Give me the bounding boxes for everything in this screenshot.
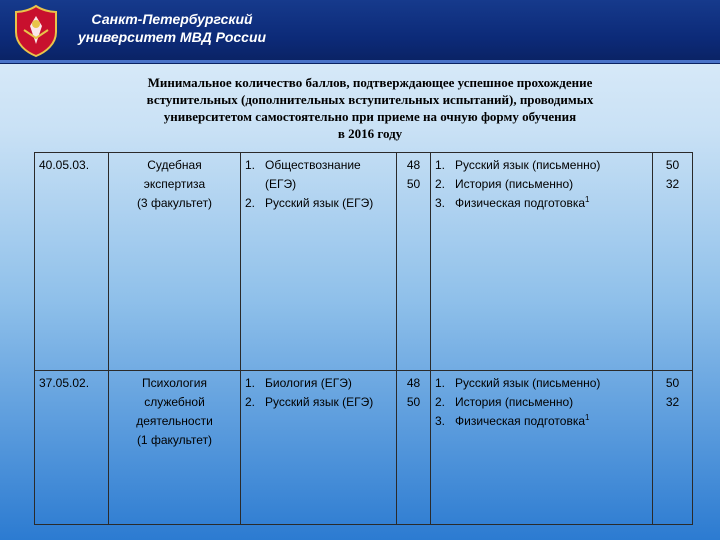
- ege-subjects: [241, 371, 397, 525]
- ege-score: 50: [406, 395, 421, 409]
- specialty-name-line: (1 факультет): [136, 433, 213, 447]
- exam-name: Русский язык (письменно): [455, 376, 601, 390]
- specialty-code: 37.05.02.: [35, 371, 109, 525]
- ege-subjects: [241, 153, 397, 371]
- specialty-name-line: экспертиза: [143, 177, 206, 191]
- list-number: 1.: [435, 158, 446, 172]
- ege-score: 48: [406, 376, 421, 390]
- specialty-code: 40.05.03.: [35, 153, 109, 371]
- scores-table: [34, 152, 693, 525]
- list-number: 3.: [435, 196, 446, 210]
- specialty-name-line: (3 факультет): [136, 196, 213, 210]
- exam-scores: [653, 371, 693, 525]
- exam-score: 32: [665, 177, 680, 191]
- title-line: вступительных (дополнительных вступительных испытаний), проводимых: [146, 92, 594, 107]
- title-line: университетом самостоятельно при приеме на очную форму обучения: [163, 109, 577, 124]
- ege-score: 48: [406, 158, 421, 172]
- specialty-name: [109, 153, 241, 371]
- list-number: 1.: [245, 158, 256, 172]
- university-name-line1: Санкт-Петербургский: [91, 11, 253, 27]
- list-number: 2.: [245, 196, 256, 210]
- specialty-name-line: Судебная: [147, 158, 202, 172]
- entrance-exams: [431, 371, 653, 525]
- ege-subject: Русский язык (ЕГЭ): [265, 395, 374, 409]
- ege-scores: [397, 371, 431, 525]
- header-rule: [0, 60, 720, 63]
- university-name-line2: университет МВД России: [77, 29, 267, 45]
- list-number: 1.: [245, 376, 256, 390]
- title-line: в 2016 году: [337, 126, 403, 141]
- table-row: [35, 153, 693, 371]
- list-number: 2.: [435, 177, 446, 191]
- list-number: 2.: [435, 395, 446, 409]
- exam-name: История (письменно): [455, 395, 574, 409]
- exam-scores: [653, 153, 693, 371]
- title-line: Минимальное количество баллов, подтверждающее успешное прохождение: [147, 75, 593, 90]
- ege-subject: Обществознание (ЕГЭ): [265, 158, 361, 191]
- specialty-name: [109, 371, 241, 525]
- header-bar: [0, 0, 720, 64]
- entrance-exams: [431, 153, 653, 371]
- footnote-mark: 1: [585, 195, 590, 204]
- specialty-name-line: деятельности: [136, 414, 213, 428]
- specialty-name-line: служебной: [144, 395, 205, 409]
- ege-score: 50: [406, 177, 421, 191]
- exam-name: [455, 194, 648, 213]
- page-title: [80, 74, 660, 142]
- university-name: [72, 10, 272, 46]
- mvd-emblem-icon: [12, 4, 60, 58]
- exam-score: 50: [665, 376, 680, 390]
- table-row: [35, 371, 693, 525]
- exam-score: 32: [665, 395, 680, 409]
- specialty-name-line: Психология: [142, 376, 207, 390]
- list-number: 2.: [245, 395, 256, 409]
- exam-name-text: Физическая подготовка: [455, 414, 586, 428]
- exam-score: 50: [665, 158, 680, 172]
- exam-name: История (письменно): [455, 177, 574, 191]
- footnote-mark: 1: [585, 413, 590, 422]
- list-number: 1.: [435, 376, 446, 390]
- exam-name: Русский язык (письменно): [455, 158, 601, 172]
- ege-subject: Русский язык (ЕГЭ): [265, 196, 374, 210]
- exam-name: [455, 412, 648, 431]
- exam-name-text: Физическая подготовка: [455, 196, 586, 210]
- ege-subject: Биология (ЕГЭ): [265, 376, 352, 390]
- list-number: 3.: [435, 414, 446, 428]
- ege-scores: [397, 153, 431, 371]
